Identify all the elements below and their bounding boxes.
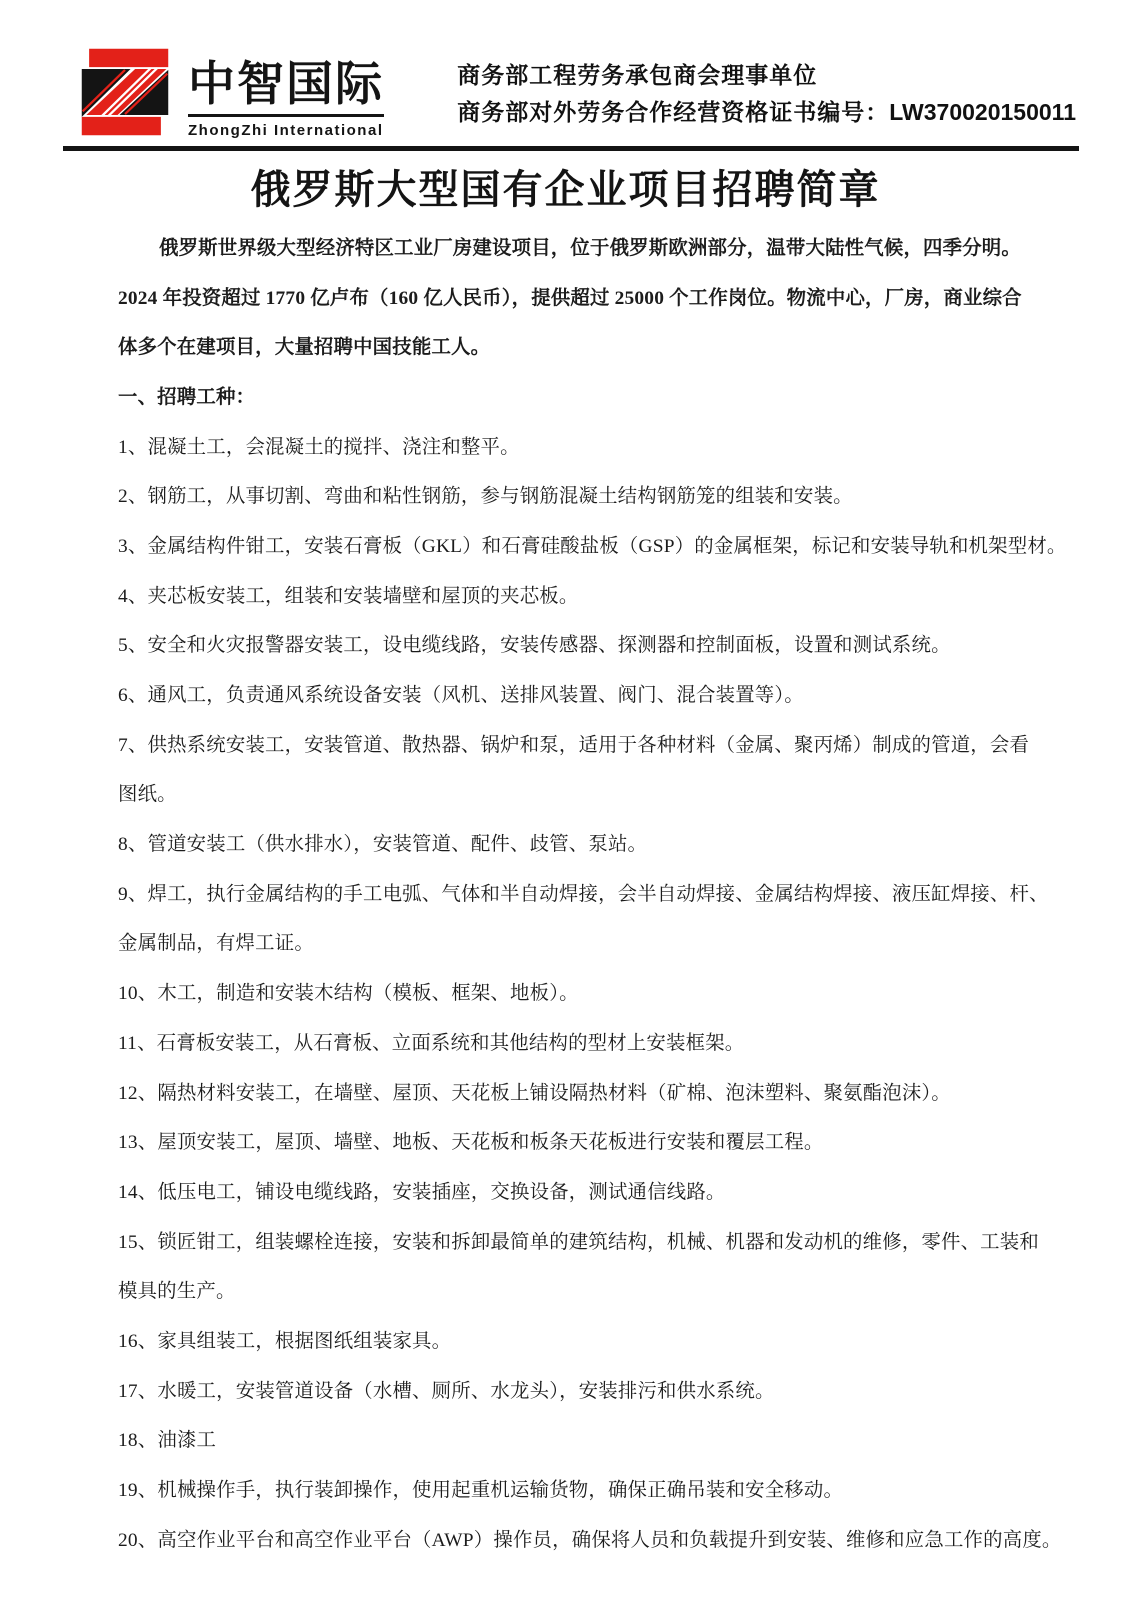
body-line: 2、钢筋工，从事切割、弯曲和粘性钢筋，参与钢筋混凝土结构钢筋笼的组装和安装。 [118, 486, 853, 508]
body-line: 13、屋顶安装工，屋顶、墙壁、地板、天花板和板条天花板进行安装和覆层工程。 [118, 1132, 824, 1154]
body-line: 14、低压电工，铺设电缆线路，安装插座，交换设备，测试通信线路。 [118, 1181, 726, 1203]
body-line: 9、焊工，执行金属结构的手工电弧、气体和半自动焊接，会半自动焊接、金属结构焊接、液压缸焊接、杆、 [118, 883, 1049, 905]
license-line [457, 101, 1076, 124]
credentials-block [457, 46, 1076, 138]
license-label: 商务部对外劳务合作经营资格证书编号： [457, 100, 890, 125]
body-line: 2024 年投资超过 1770 亿卢布（160 亿人民币），提供超过 25000 个工作岗位。物流中心，厂房，商业综合 [118, 287, 1022, 309]
license-number: LW370020150011 [889, 99, 1076, 125]
body-line: 8、管道安装工（供水排水），安装管道、配件、歧管、泵站。 [118, 834, 648, 856]
body-line: 6、通风工，负责通风系统设备安装（风机、送排风装置、阀门、混合装置等）。 [118, 685, 804, 707]
body-line: 7、供热系统安装工，安装管道、散热器、锅炉和泵，适用于各种材料（金属、聚丙烯）制成的管道，会看 [118, 734, 1030, 756]
body-line: 16、家具组装工，根据图纸组装家具。 [118, 1330, 452, 1352]
body-line: 一、招聘工种： [118, 386, 256, 408]
body-line: 1、混凝土工，会混凝土的搅拌、浇注和整平。 [118, 436, 520, 458]
body-line: 11、石膏板安装工，从石膏板、立面系统和其他结构的型材上安装框架。 [118, 1032, 745, 1054]
document-title: 俄罗斯大型国有企业项目招聘简章 [250, 167, 881, 212]
letterhead [0, 0, 1131, 139]
document-body [118, 221, 1067, 1563]
company-logo [78, 46, 384, 139]
body-line: 15、锁匠钳工，组装螺栓连接，安装和拆卸最简单的建筑结构，机械、机器和发动机的维修，零件、工装和 [118, 1231, 1039, 1253]
body-line: 10、木工，制造和安装木结构（模板、框架、地板）。 [118, 983, 579, 1005]
zhongzhi-z-logo-icon [78, 46, 172, 138]
membership-line: 商务部工程劳务承包商会理事单位 [457, 63, 818, 88]
body-line: 18、油漆工 [118, 1430, 217, 1452]
body-line: 体多个在建项目，大量招聘中国技能工人。 [118, 337, 491, 359]
logo-name-chinese: 中智国际 [188, 60, 384, 117]
body-line: 20、高空作业平台和高空作业平台（AWP）操作员，确保将人员和负载提升到安装、维修和应急工作的高度。 [118, 1529, 1062, 1551]
body-line: 5、安全和火灾报警器安装工，设电缆线路，安装传感器、探测器和控制面板，设置和测试系统。 [118, 635, 951, 657]
body-line: 17、水暖工，安装管道设备（水槽、厕所、水龙头），安装排污和供水系统。 [118, 1380, 775, 1402]
body-line: 俄罗斯世界级大型经济特区工业厂房建设项目，位于俄罗斯欧洲部分，温带大陆性气候，四季分明。 [159, 237, 1021, 259]
body-line: 19、机械操作手，执行装卸操作，使用起重机运输货物，确保正确吊装和安全移动。 [118, 1480, 844, 1502]
body-line: 模具的生产。 [118, 1281, 236, 1303]
header-divider-rule [63, 146, 1079, 151]
logo-name-english: ZhongZhi International [188, 122, 384, 139]
logo-text [188, 46, 384, 139]
body-line: 图纸。 [118, 784, 177, 806]
body-line: 4、夹芯板安装工，组装和安装墙壁和屋顶的夹芯板。 [118, 585, 579, 607]
body-line: 3、金属结构件钳工，安装石膏板（GKL）和石膏硅酸盐板（GSP）的金属框架，标记和安装导轨和机架型材。 [118, 535, 1067, 557]
body-line: 12、隔热材料安装工，在墙壁、屋顶、天花板上铺设隔热材料（矿棉、泡沫塑料、聚氨酯泡沫）。 [118, 1082, 951, 1104]
body-line: 金属制品，有焊工证。 [118, 933, 314, 955]
